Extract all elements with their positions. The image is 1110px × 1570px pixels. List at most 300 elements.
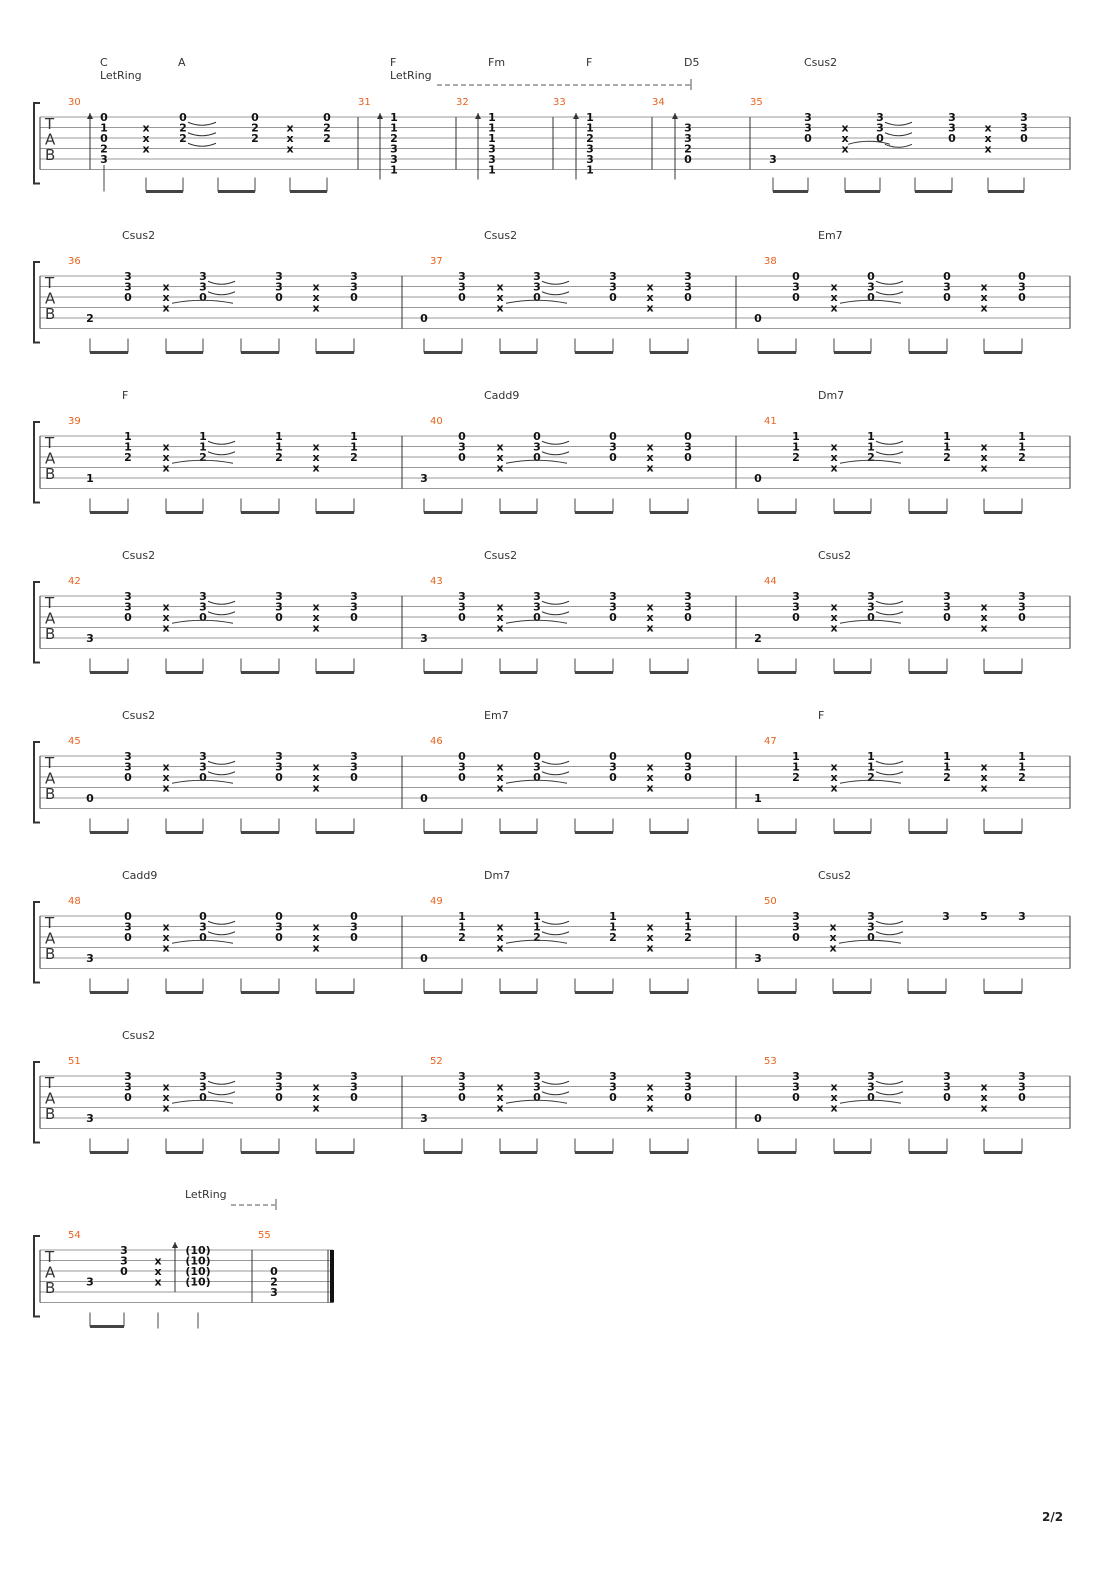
tab-note: x [286,132,294,145]
tie-arc [208,772,235,775]
tab-note: x [830,440,838,454]
tab-note: 0 [350,1091,358,1104]
tab-note: x [162,931,170,944]
tab-note: 1 [390,121,398,135]
tab-note: x [286,142,294,156]
chord-name: Fm [488,56,506,69]
tab-note: 3 [533,590,541,603]
tab-note: x [496,771,504,784]
bar-number: 51 [68,1056,81,1067]
chord-name: Cadd9 [484,389,520,402]
tab-note: x [496,451,504,464]
tab-note: x [980,291,988,304]
tab-note: 2 [390,132,398,145]
tab-note: 1 [867,760,875,774]
tab-note: 0 [124,1091,132,1104]
tab-note: x [646,600,654,614]
tab-note: x [980,760,988,774]
tab-note: 3 [86,1112,94,1125]
tab-note: x [162,1080,170,1094]
tab-clef-letter: A [45,769,56,788]
tab-note: 2 [458,931,466,944]
tab-note: 1 [684,910,692,923]
tie-arc [876,292,903,295]
tab-note: 1 [609,910,617,923]
tie-arc [208,441,235,444]
tie-arc [876,761,903,764]
tab-clef-letter: B [45,465,56,483]
tab-note: x [162,1091,170,1104]
tab-note: 3 [124,1070,132,1083]
tab-note: 3 [609,1070,617,1083]
tab-note: 1 [488,132,496,145]
tab-note: 3 [350,600,358,614]
tab-note: 3 [124,1080,132,1094]
tab-note: 1 [1018,430,1026,443]
tab-note: 0 [275,1091,283,1104]
tab-note: 2 [179,132,187,145]
let-ring-label: LetRing [185,1188,227,1201]
bar-number: 46 [430,736,443,747]
tab-note: 3 [199,1080,207,1094]
tab-note: 0 [275,611,283,624]
tab-note: x [162,451,170,464]
tab-note: x [830,280,838,294]
tab-note: x [496,941,504,955]
tab-note: x [496,301,504,315]
tie-arc [876,452,903,455]
tab-note: 0 [609,750,617,763]
tab-note: 0 [199,910,207,923]
tab-note: 0 [609,430,617,443]
chord-name: F [586,56,593,69]
system-bracket [34,742,40,823]
tab-note: 3 [609,1080,617,1094]
tab-note: 3 [769,153,777,166]
tab-note: 3 [609,600,617,614]
system-bracket [34,262,40,343]
tab-note: 0 [350,910,358,923]
tab-note: 0 [533,611,541,624]
tab-note: 0 [124,910,132,923]
tab-note: 0 [199,1091,207,1104]
tab-note: 3 [124,750,132,763]
tie-arc [876,932,903,935]
tab-note: 0 [120,1265,128,1278]
tab-note: 3 [420,472,428,485]
tab-note: 3 [684,270,692,283]
tab-note: 3 [533,1070,541,1083]
tab-note: x [829,920,837,934]
system-bracket [34,902,40,983]
tab-note: 0 [867,931,875,944]
tab-note: x [830,1091,838,1104]
tie-arc [188,122,216,125]
tie-arc [542,601,569,604]
tab-note: 2 [323,132,331,145]
tab-note: 3 [458,270,466,283]
tab-clef-letter: T [45,754,55,772]
tab-note: x [312,1101,320,1115]
tab-note: 1 [275,430,283,443]
tab-note: x [162,941,170,955]
tab-note: 2 [586,132,594,145]
bar-number: 53 [764,1056,777,1067]
tie-arc [208,1081,235,1084]
tab-note: x [162,771,170,784]
tie-arc [208,292,235,295]
tab-note: x [646,781,654,795]
tab-clef-letter: A [45,449,56,468]
tab-note: 0 [609,451,617,464]
tab-note: 0 [533,771,541,784]
tab-clef-letter: B [45,785,56,803]
tab-note: 0 [792,931,800,944]
tab-note: 1 [1018,760,1026,774]
bar-number: 39 [68,416,81,427]
tab-note: 1 [867,430,875,443]
tab-note: 0 [458,291,466,304]
tab-note: 3 [458,1080,466,1094]
tab-note: 1 [199,430,207,443]
tab-note: 2 [199,451,207,464]
tab-note: 3 [275,1080,283,1094]
tab-note: x [496,600,504,614]
tab-note: 0 [350,771,358,784]
tab-note: 3 [199,760,207,774]
bar-number: 42 [68,576,81,587]
strum-arrow-head [87,113,93,119]
tab-note: x [312,760,320,774]
strum-arrow-head [475,113,481,119]
bar-number: 44 [764,576,777,587]
tab-note: 3 [804,111,812,124]
tab-note: 2 [179,121,187,135]
tab-note: x [154,1254,162,1268]
tab-note: 0 [199,291,207,304]
tab-note: x [312,461,320,475]
tab-note: 0 [684,291,692,304]
system-bracket [34,582,40,663]
tab-note: 3 [124,760,132,774]
tab-note: 0 [533,750,541,763]
tab-note: 3 [684,590,692,603]
tab-note: 3 [350,1070,358,1083]
tab-note: x [980,781,988,795]
tab-note: 3 [948,111,956,124]
tab-note: 0 [458,1091,466,1104]
tab-note: 0 [792,270,800,283]
tab-note: 2 [86,312,94,325]
tab-note: x [312,600,320,614]
tab-note: 3 [458,760,466,774]
tab-note: 0 [609,1091,617,1104]
tie-arc [542,921,569,924]
tie-arc [542,772,569,775]
tab-note: x [980,771,988,784]
tab-note: 3 [275,590,283,603]
tab-note: x [980,1080,988,1094]
tab-note: 1 [350,430,358,443]
tab-note: 3 [684,440,692,454]
bar-number: 45 [68,736,81,747]
tab-note: 3 [792,910,800,923]
chord-name: Em7 [818,229,843,242]
tab-note: 3 [275,280,283,294]
tab-note: 3 [792,600,800,614]
tab-note: x [980,1101,988,1115]
tab-note: 0 [199,771,207,784]
tab-note: x [496,280,504,294]
tab-note: 0 [458,451,466,464]
chord-name: Csus2 [122,229,156,242]
tab-note: x [496,781,504,795]
tab-note: 3 [867,910,875,923]
tab-note: 3 [1020,121,1028,135]
bar-number: 48 [68,896,81,907]
tab-note: x [646,760,654,774]
tab-note: x [646,280,654,294]
tab-note: 3 [533,1080,541,1094]
bar-number: 38 [764,256,777,267]
tab-clef-letter: T [45,115,55,133]
tab-note: 1 [867,750,875,763]
tab-note: 1 [867,440,875,454]
tab-note: 0 [684,1091,692,1104]
tab-note: 2 [1018,451,1026,464]
tab-note: x [830,1080,838,1094]
tab-clef-letter: T [45,594,55,612]
tab-note: 3 [199,1070,207,1083]
tab-note: 0 [754,312,762,325]
tab-note: (10) [185,1275,211,1289]
tab-note: 3 [867,920,875,934]
tab-note: 0 [533,1091,541,1104]
bar-number: 34 [652,97,665,108]
tab-note: 0 [943,1091,951,1104]
tie-arc [876,772,903,775]
tab-note: 3 [458,1070,466,1083]
tab-note: 1 [792,440,800,454]
tab-note: x [496,621,504,635]
tab-note: 0 [867,291,875,304]
tab-note: 3 [684,121,692,135]
tab-note: x [646,931,654,944]
tab-note: x [830,291,838,304]
tab-note: 0 [948,132,956,145]
tab-note: x [162,1101,170,1115]
tab-note: 1 [488,163,496,177]
tab-note: x [162,600,170,614]
tab-note: 3 [943,1070,951,1083]
tab-note: 3 [350,1080,358,1094]
tab-note: 0 [754,472,762,485]
tab-note: x [496,1091,504,1104]
tab-note: 0 [124,291,132,304]
tie-arc [542,281,569,284]
tab-note: 2 [270,1275,278,1289]
tab-note: 3 [350,590,358,603]
tab-note: x [646,291,654,304]
tab-note: x [830,451,838,464]
tab-note: 0 [876,132,884,145]
tab-note: 3 [199,280,207,294]
tab-note: x [646,1091,654,1104]
tab-note: x [980,451,988,464]
chord-name: Csus2 [484,229,518,242]
tab-note: 3 [275,270,283,283]
strum-arrow-head [672,113,678,119]
tab-note: 2 [275,451,283,464]
tab-note: 3 [199,920,207,934]
tab-note: 0 [124,771,132,784]
bar-number: 50 [764,896,777,907]
tab-note: 3 [867,600,875,614]
system-bracket [34,103,40,184]
tab-note: 3 [390,153,398,166]
tab-note: 1 [458,920,466,934]
tab-note: x [830,301,838,315]
tab-note: x [646,301,654,315]
tab-note: (10) [185,1265,211,1278]
tab-note: 0 [124,611,132,624]
tab-note: x [496,920,504,934]
tab-note: x [830,760,838,774]
tab-note: 3 [533,280,541,294]
tie-arc [542,612,569,615]
tab-note: 3 [124,590,132,603]
tab-note: 3 [420,632,428,645]
tab-note: 3 [275,1070,283,1083]
tab-note: x [312,280,320,294]
tab-note: 0 [350,611,358,624]
tab-note: 1 [458,910,466,923]
tie-arc [876,281,903,284]
tab-note: 0 [420,952,428,965]
chord-name: Dm7 [818,389,845,402]
tab-note: 0 [458,430,466,443]
tie-arc [876,612,903,615]
tab-note: (10) [185,1254,211,1268]
tab-note: 0 [199,611,207,624]
tab-clef-letter: T [45,1248,55,1266]
tab-note: x [496,461,504,475]
tab-note: 1 [792,750,800,763]
tab-clef-letter: B [45,1279,56,1297]
bar-number: 41 [764,416,777,427]
tab-note: 0 [458,771,466,784]
tab-note: 0 [609,771,617,784]
tab-note: 2 [943,451,951,464]
tab-note: 3 [350,760,358,774]
tab-note: 3 [804,121,812,135]
tab-note: 3 [458,600,466,614]
tab-note: 3 [86,1275,94,1289]
tab-note: 3 [533,270,541,283]
tab-note: 3 [533,600,541,614]
tab-note: x [312,301,320,315]
tab-note: 1 [586,163,594,177]
tie-arc [885,144,912,147]
tab-note: x [312,621,320,635]
tab-note: 1 [586,121,594,135]
tab-note: 0 [1018,270,1026,283]
tab-note: x [646,621,654,635]
tab-note: x [830,600,838,614]
tab-note: 2 [533,931,541,944]
tab-clef-letter: B [45,945,56,963]
tab-note: x [312,611,320,624]
tab-note: 0 [684,750,692,763]
tab-note: 3 [792,590,800,603]
tab-clef-letter: A [45,289,56,308]
tab-note: 2 [1018,771,1026,784]
tab-note: 3 [876,111,884,124]
tab-note: 0 [270,1265,278,1278]
tab-note: 3 [867,280,875,294]
tie-arc [208,1092,235,1095]
chord-name: Csus2 [122,549,156,562]
tab-note: x [154,1275,162,1289]
tab-note: 3 [275,600,283,614]
tab-note: 0 [100,111,108,124]
tab-note: 2 [124,451,132,464]
tab-note: 0 [867,611,875,624]
tab-note: 1 [684,920,692,934]
tab-note: 3 [533,760,541,774]
tab-note: 0 [792,1091,800,1104]
tie-arc [876,921,903,924]
tab-note: 0 [1020,132,1028,145]
tab-note: 0 [533,451,541,464]
tab-clef-letter: A [45,130,56,149]
tab-note: x [646,920,654,934]
tab-note: x [162,461,170,475]
tab-note: 0 [124,931,132,944]
tab-note: 3 [124,270,132,283]
tab-note: x [312,771,320,784]
tab-note: 3 [350,920,358,934]
tab-note: 3 [586,153,594,166]
tab-note: 3 [792,1080,800,1094]
tab-note: 2 [754,632,762,645]
tab-clef-letter: T [45,274,55,292]
tab-note: 3 [199,600,207,614]
tab-note: 0 [420,792,428,805]
tie-arc [188,133,216,136]
tab-note: 3 [350,280,358,294]
strum-arrow-head [172,1242,178,1248]
chord-name: F [818,709,825,722]
chord-name: A [178,56,186,69]
chord-name: Em7 [484,709,509,722]
tab-note: x [496,1101,504,1115]
tab-note: 0 [86,792,94,805]
tab-note: 1 [390,163,398,177]
tab-note: 1 [1018,440,1026,454]
bar-number: 49 [430,896,443,907]
tab-note: x [142,132,150,145]
tab-note: 1 [943,430,951,443]
tab-note: 0 [251,111,259,124]
bar-number: 40 [430,416,443,427]
tie-arc [542,1092,569,1095]
bar-number: 35 [750,97,763,108]
tie-arc [208,612,235,615]
tab-note: x [162,301,170,315]
tab-clef-letter: A [45,1089,56,1108]
tab-note: x [830,1101,838,1115]
